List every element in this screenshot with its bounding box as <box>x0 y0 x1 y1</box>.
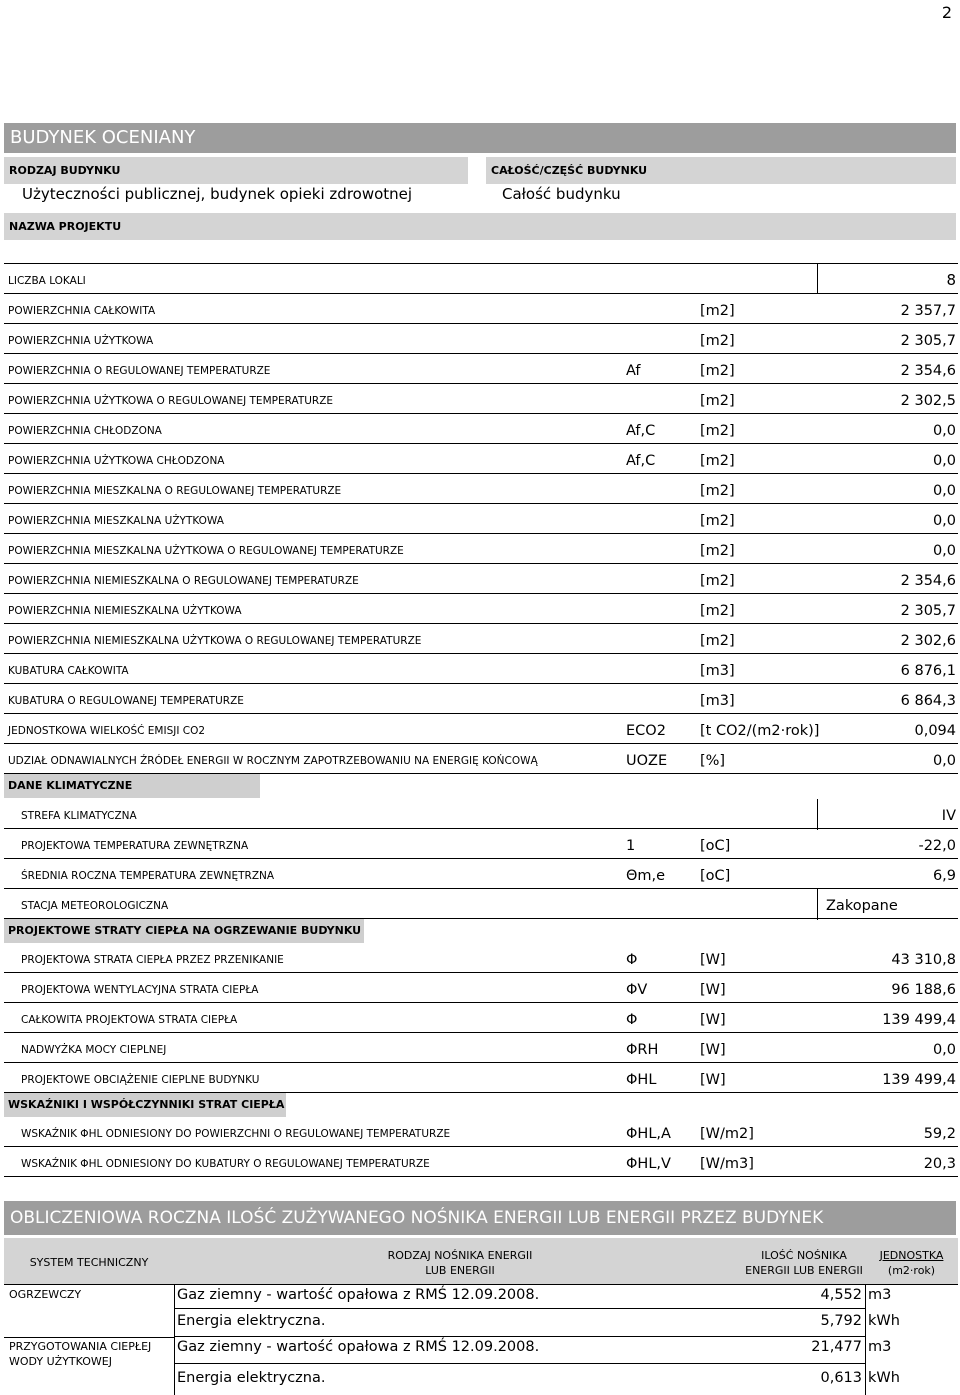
divider <box>4 1284 958 1285</box>
energy-carrier-1: Gaz ziemny - wartość opałowa z RMŚ 12.09.2008. <box>177 1287 540 1303</box>
table-row <box>4 744 958 774</box>
row-unit: [m2] <box>700 303 735 319</box>
energy-amount-1: 4,552 <box>820 1287 862 1303</box>
table-row <box>4 714 958 744</box>
table-row <box>4 624 958 654</box>
table-row <box>4 294 958 324</box>
divider <box>817 889 818 920</box>
row-label: POWIERZCHNIA NIEMIESZKALNA UŻYTKOWA O REGULOWANEJ TEMPERATURZE <box>8 635 422 647</box>
row-value: 2 305,7 <box>900 333 956 349</box>
row-value: 20,3 <box>923 1156 956 1172</box>
row-label: KUBATURA O REGULOWANEJ TEMPERATURZE <box>8 695 244 707</box>
energy-amount-2: 5,792 <box>820 1313 862 1329</box>
row-label: POWIERZCHNIA UŻYTKOWA <box>8 335 154 347</box>
energy-carrier-3: Gaz ziemny - wartość opałowa z RMŚ 12.09.2008. <box>177 1339 540 1355</box>
row-unit: [m2] <box>700 363 735 379</box>
row-value: 96 188,6 <box>891 982 956 998</box>
header-amount-line2: ENERGII LUB ENERGII <box>745 1264 863 1277</box>
row-value: 0,0 <box>932 423 956 439</box>
row-label: WSKAŹNIK ΦHL ODNIESIONY DO KUBATURY O REGULOWANEJ TEMPERATURZE <box>21 1158 430 1170</box>
table-row <box>4 829 958 859</box>
row-label: PROJEKTOWA TEMPERATURA ZEWNĘTRZNA <box>21 840 249 852</box>
row-value: IV <box>941 808 956 824</box>
energy-unit-4: kWh <box>868 1370 900 1386</box>
divider <box>817 799 818 830</box>
table-row <box>4 973 958 1003</box>
header-unit <box>865 1248 958 1278</box>
energy-amount-4: 0,613 <box>820 1370 862 1386</box>
row-label: POWIERZCHNIA NIEMIESZKALNA UŻYTKOWA <box>8 605 242 617</box>
row-symbol: Af <box>626 363 641 379</box>
table-row <box>4 859 958 889</box>
row-symbol: Φ <box>626 1012 638 1028</box>
indicators-header: WSKAŹNIKI I WSPÓŁCZYNNIKI STRAT CIEPŁA <box>4 1093 286 1117</box>
row-value: -22,0 <box>918 838 956 854</box>
row-value: 139 499,4 <box>882 1072 956 1088</box>
row-label: POWIERZCHNIA CAŁKOWITA <box>8 305 156 317</box>
header-system: SYSTEM TECHNICZNY <box>29 1256 149 1269</box>
row-value: 0,0 <box>932 543 956 559</box>
row-label: NADWYŻKA MOCY CIEPLNEJ <box>21 1044 167 1056</box>
row-symbol: ΦV <box>626 982 648 998</box>
row-label: UDZIAŁ ODNAWIALNYCH ŹRÓDEŁ ENERGII W ROCZNYM ZAPOTRZEBOWANIU NA ENERGIĘ KOŃCOWĄ <box>8 755 538 767</box>
table-row <box>4 474 958 504</box>
table-row <box>4 1117 958 1147</box>
table-row <box>4 1033 958 1063</box>
row-symbol: 1 <box>626 838 636 854</box>
header-unit-line2: (m2·rok) <box>887 1264 936 1277</box>
building-part-label: CAŁOŚĆ/CZĘŚĆ BUDYNKU <box>486 157 956 184</box>
row-unit: [W] <box>700 1072 726 1088</box>
building-type-value: Użyteczności publicznej, budynek opieki zdrowotnej <box>22 185 413 203</box>
table-row <box>4 1147 958 1177</box>
page-number: 2 <box>941 3 952 22</box>
row-value: 0,0 <box>932 483 956 499</box>
table-row <box>4 943 958 973</box>
climate-header: DANE KLIMATYCZNE <box>4 774 260 798</box>
row-label: POWIERZCHNIA UŻYTKOWA O REGULOWANEJ TEMPERATURZE <box>8 395 334 407</box>
row-label: POWIERZCHNIA NIEMIESZKALNA O REGULOWANEJ TEMPERATURZE <box>8 575 359 587</box>
table-row <box>4 564 958 594</box>
row-value: 0,0 <box>932 513 956 529</box>
table-row <box>4 594 958 624</box>
row-value: 59,2 <box>923 1126 956 1142</box>
row-symbol: ECO2 <box>626 723 666 739</box>
row-unit: [W/m2] <box>700 1126 754 1142</box>
row-unit: [m2] <box>700 543 735 559</box>
project-name-label: NAZWA PROJEKTU <box>4 213 956 240</box>
row-symbol: ΦHL <box>626 1072 657 1088</box>
row-unit: [m3] <box>700 693 735 709</box>
row-label: ŚREDNIA ROCZNA TEMPERATURA ZEWNĘTRZNA <box>21 870 275 882</box>
header-carrier <box>175 1248 745 1278</box>
row-unit: [m2] <box>700 453 735 469</box>
energy-carrier-2: Energia elektryczna. <box>177 1313 326 1329</box>
table-row <box>4 684 958 714</box>
row-value: 2 305,7 <box>900 603 956 619</box>
row-value: 139 499,4 <box>882 1012 956 1028</box>
row-unit: [m2] <box>700 393 735 409</box>
row-unit: [m3] <box>700 663 735 679</box>
building-type-label: RODZAJ BUDYNKU <box>4 157 468 184</box>
row-label: POWIERZCHNIA MIESZKALNA UŻYTKOWA <box>8 515 224 527</box>
table-row <box>4 1063 958 1093</box>
table-row <box>4 504 958 534</box>
energy-unit-3: m3 <box>868 1339 892 1355</box>
row-symbol: ΦHL,V <box>626 1156 671 1172</box>
header-carrier-line2: LUB ENERGII <box>425 1264 495 1277</box>
row-unit: [oC] <box>700 838 731 854</box>
row-label: PROJEKTOWE OBCIĄŻENIE CIEPLNE BUDYNKU <box>21 1074 260 1086</box>
row-label: POWIERZCHNIA MIESZKALNA UŻYTKOWA O REGULOWANEJ TEMPERATURZE <box>8 545 404 557</box>
divider <box>174 1336 866 1337</box>
row-label: JEDNOSTKOWA WIELKOŚĆ EMISJI CO2 <box>8 725 206 737</box>
table-row <box>4 1003 958 1033</box>
section-title-energy: OBLICZENIOWA ROCZNA ILOŚĆ ZUŻYWANEGO NOŚNIKA ENERGII LUB ENERGII PRZEZ BUDYNEK <box>4 1201 956 1235</box>
row-value: Zakopane <box>826 898 898 914</box>
row-unit: [W/m3] <box>700 1156 754 1172</box>
table-row <box>4 324 958 354</box>
divider <box>4 1337 174 1338</box>
table-row <box>4 799 958 829</box>
table-row <box>4 889 958 919</box>
row-symbol: Φ <box>626 952 638 968</box>
row-value: 2 302,6 <box>900 633 956 649</box>
row-value: 6,9 <box>932 868 956 884</box>
table-row <box>4 354 958 384</box>
row-unit: [m2] <box>700 603 735 619</box>
energy-system-hot-water: PRZYGOTOWANIA CIEPŁEJ WODY UŻYTKOWEJ <box>9 1340 152 1368</box>
row-value: 2 357,7 <box>900 303 956 319</box>
row-value: 0,0 <box>932 753 956 769</box>
table-row <box>4 444 958 474</box>
row-label: KUBATURA CAŁKOWITA <box>8 665 129 677</box>
row-value: 6 864,3 <box>900 693 956 709</box>
row-unit: [W] <box>700 1042 726 1058</box>
section-title-building: BUDYNEK OCENIANY <box>4 123 956 153</box>
energy-system-heating: OGRZEWCZY <box>9 1288 82 1301</box>
row-unit: [%] <box>700 753 726 769</box>
row-unit: [m2] <box>700 483 735 499</box>
table-row <box>4 654 958 684</box>
table-row <box>4 414 958 444</box>
row-value: 8 <box>946 271 956 289</box>
row-value: 0,0 <box>932 1042 956 1058</box>
building-part-value: Całość budynku <box>502 185 621 203</box>
divider <box>174 1363 866 1364</box>
row-value: 0,094 <box>914 723 956 739</box>
divider <box>174 1284 175 1395</box>
table-row <box>4 264 958 294</box>
row-value: 2 302,5 <box>900 393 956 409</box>
row-symbol: Θm,e <box>626 868 666 884</box>
row-value: 6 876,1 <box>900 663 956 679</box>
divider <box>865 1284 866 1395</box>
row-label: PROJEKTOWA WENTYLACYJNA STRATA CIEPŁA <box>21 984 259 996</box>
energy-unit-2: kWh <box>868 1313 900 1329</box>
row-label: STREFA KLIMATYCZNA <box>21 810 137 822</box>
row-value: 2 354,6 <box>900 573 956 589</box>
row-unit: [W] <box>700 952 726 968</box>
header-amount <box>745 1248 863 1278</box>
row-unit: [W] <box>700 1012 726 1028</box>
losses-header: PROJEKTOWE STRATY CIEPŁA NA OGRZEWANIE BUDYNKU <box>4 919 364 943</box>
header-carrier-line1: RODZAJ NOŚNIKA ENERGII <box>387 1249 533 1262</box>
row-unit: [m2] <box>700 633 735 649</box>
row-symbol: ΦHL,A <box>626 1126 671 1142</box>
row-label: PROJEKTOWA STRATA CIEPŁA PRZEZ PRZENIKANIE <box>21 954 284 966</box>
header-amount-line1: ILOŚĆ NOŚNIKA <box>761 1249 847 1262</box>
row-label: LICZBA LOKALI <box>8 275 86 287</box>
row-value: 43 310,8 <box>891 952 956 968</box>
row-label: STACJA METEOROLOGICZNA <box>21 900 169 912</box>
header-unit-line1: JEDNOSTKA <box>879 1249 944 1262</box>
table-row <box>4 384 958 414</box>
row-unit: [m2] <box>700 513 735 529</box>
row-label: WSKAŹNIK ΦHL ODNIESIONY DO POWIERZCHNI O REGULOWANEJ TEMPERATURZE <box>21 1128 451 1140</box>
energy-carrier-4: Energia elektryczna. <box>177 1370 326 1386</box>
row-symbol: ΦRH <box>626 1042 659 1058</box>
row-label: POWIERZCHNIA O REGULOWANEJ TEMPERATURZE <box>8 365 271 377</box>
row-label: CAŁKOWITA PROJEKTOWA STRATA CIEPŁA <box>21 1014 238 1026</box>
row-value: 0,0 <box>932 453 956 469</box>
row-unit: [m2] <box>700 333 735 349</box>
row-label: POWIERZCHNIA CHŁODZONA <box>8 425 162 437</box>
energy-amount-3: 21,477 <box>811 1339 862 1355</box>
row-unit: [oC] <box>700 868 731 884</box>
table-row <box>4 534 958 564</box>
row-unit: [m2] <box>700 423 735 439</box>
row-unit: [t CO2/(m2·rok)] <box>700 723 820 739</box>
divider <box>174 1308 866 1309</box>
row-symbol: Af,C <box>626 453 656 469</box>
row-symbol: Af,C <box>626 423 656 439</box>
row-value: 2 354,6 <box>900 363 956 379</box>
row-symbol: UOZE <box>626 753 668 769</box>
row-unit: [m2] <box>700 573 735 589</box>
energy-unit-1: m3 <box>868 1287 892 1303</box>
row-unit: [W] <box>700 982 726 998</box>
row-label: POWIERZCHNIA UŻYTKOWA CHŁODZONA <box>8 455 225 467</box>
row-label: POWIERZCHNIA MIESZKALNA O REGULOWANEJ TEMPERATURZE <box>8 485 342 497</box>
